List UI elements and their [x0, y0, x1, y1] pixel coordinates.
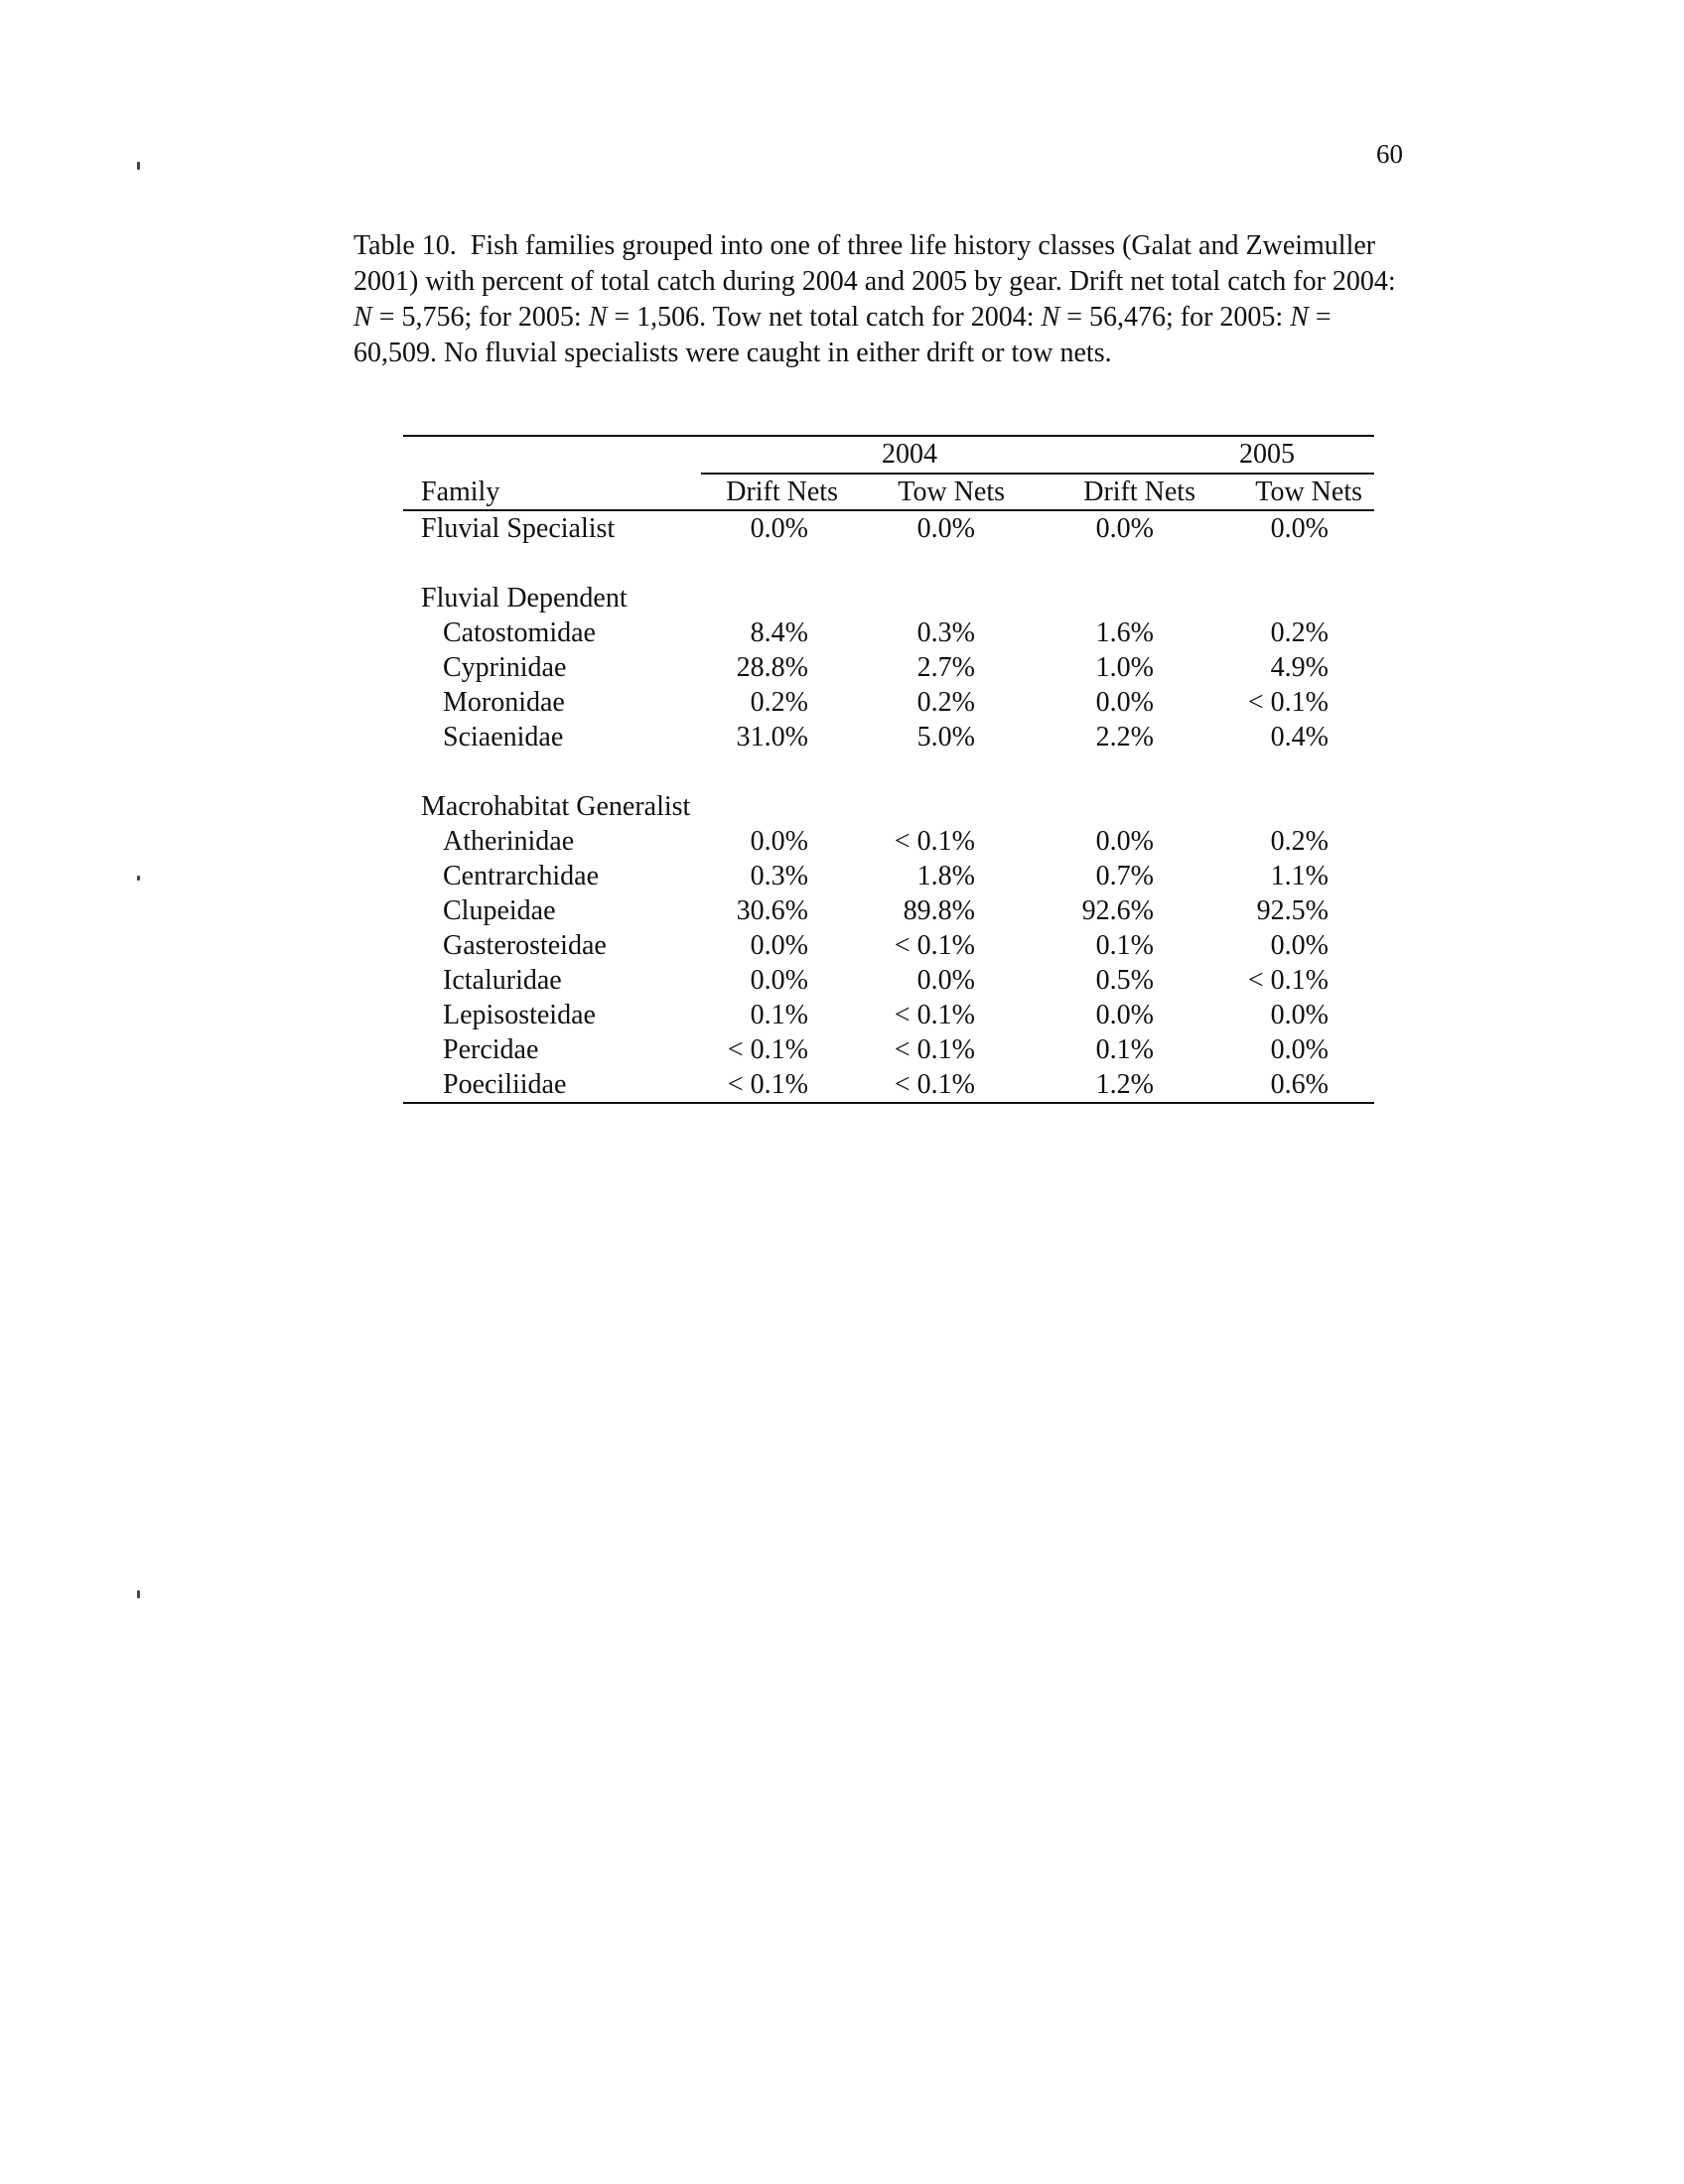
cell-value: 0.0% — [750, 826, 808, 857]
cell-value: 0.0% — [916, 965, 975, 996]
group-spacer — [403, 754, 1374, 789]
year-2005-label: 2005 — [1239, 439, 1295, 470]
cell-value: 1.2% — [1095, 1069, 1154, 1100]
family-name: Ictaluridae — [443, 965, 562, 996]
cell-value: < 0.1% — [894, 826, 975, 857]
cell-value: 1.0% — [1095, 652, 1154, 683]
header-tow-2004: Tow Nets — [898, 477, 1005, 507]
cell-value: < 0.1% — [727, 1034, 808, 1065]
cell-value: 0.6% — [1270, 1069, 1329, 1100]
table-row — [403, 615, 1374, 650]
header-drift-2004: Drift Nets — [726, 477, 838, 507]
cell-value: 0.0% — [750, 513, 808, 544]
generalist-rows — [403, 824, 1374, 1102]
cell-value: 0.2% — [1270, 826, 1329, 857]
table-row — [403, 893, 1374, 928]
year-header-row — [403, 437, 1374, 473]
row-label: Fluvial Specialist — [421, 513, 616, 544]
cell-value: 0.7% — [1095, 861, 1154, 891]
cell-value: 0.1% — [1095, 930, 1154, 961]
table-caption — [353, 228, 1396, 371]
cell-value: 28.8% — [736, 652, 808, 683]
data-table — [403, 435, 1374, 1104]
cell-value: 92.6% — [1081, 895, 1154, 926]
cell-value: 0.0% — [916, 513, 975, 544]
cell-value: < 0.1% — [894, 1000, 975, 1030]
cell-value: 92.5% — [1256, 895, 1329, 926]
year-2004-label: 2004 — [882, 439, 937, 470]
family-name: Atherinidae — [443, 826, 575, 857]
n-symbol: N — [588, 302, 608, 333]
group-label: Fluvial Dependent — [421, 583, 628, 614]
cell-value: < 0.1% — [894, 930, 975, 961]
margin-mark — [137, 162, 140, 170]
table-row — [403, 1032, 1374, 1067]
caption-text: = 56,476; for 2005: — [1059, 302, 1291, 333]
header-family: Family — [421, 477, 500, 507]
cell-value: 0.4% — [1270, 722, 1329, 752]
cell-value: 89.8% — [903, 895, 975, 926]
family-name: Clupeidae — [443, 895, 556, 926]
group-heading-row — [403, 581, 1374, 615]
caption-text: = 5,756; for 2005: — [371, 302, 589, 333]
cell-value: 0.1% — [750, 1000, 808, 1030]
table-row — [403, 1067, 1374, 1102]
cell-value: 1.6% — [1095, 617, 1154, 648]
family-name: Centrarchidae — [443, 861, 600, 891]
cell-value: 0.0% — [1095, 687, 1154, 718]
cell-value: 0.5% — [1095, 965, 1154, 996]
margin-mark — [137, 876, 140, 881]
header-tow-2005: Tow Nets — [1255, 477, 1362, 507]
cell-value: 5.0% — [916, 722, 975, 752]
cell-value: 0.0% — [1270, 1000, 1329, 1030]
group-spacer — [403, 546, 1374, 581]
family-name: Lepisosteidae — [443, 1000, 596, 1030]
n-symbol: N — [1041, 302, 1060, 333]
group-label: Macrohabitat Generalist — [421, 791, 691, 822]
cell-value: 0.2% — [916, 687, 975, 718]
caption-text: = 60,509. No fluvial specialists were caught in either drift or tow nets. — [353, 302, 1332, 368]
cell-value: < 0.1% — [1247, 687, 1329, 718]
cell-value: 0.0% — [750, 965, 808, 996]
family-name: Gasterosteidae — [443, 930, 607, 961]
cell-value: 0.2% — [1270, 617, 1329, 648]
cell-value: 2.2% — [1095, 722, 1154, 752]
cell-value: 0.0% — [1095, 513, 1154, 544]
n-symbol: N — [353, 302, 372, 333]
cell-value: 30.6% — [736, 895, 808, 926]
cell-value: 2.7% — [916, 652, 975, 683]
bottom-rule — [403, 1102, 1374, 1104]
n-symbol: N — [1290, 302, 1309, 333]
cell-value: 1.8% — [916, 861, 975, 891]
family-name: Poeciliidae — [443, 1069, 567, 1100]
caption-text: Fish families grouped into one of three life history classes (Galat and Zweimuller 2001) with percent of total catch during 2004 and 2005 by gear. Drift net total catch for 2004: — [353, 230, 1396, 297]
cell-value: 4.9% — [1270, 652, 1329, 683]
table-row — [403, 824, 1374, 859]
family-name: Catostomidae — [443, 617, 596, 648]
cell-value: 0.0% — [750, 930, 808, 961]
cell-value: 8.4% — [750, 617, 808, 648]
cell-value: 0.1% — [1095, 1034, 1154, 1065]
cell-value: 0.0% — [1270, 513, 1329, 544]
cell-value: 1.1% — [1270, 861, 1329, 891]
table-row — [403, 685, 1374, 720]
group-heading-row — [403, 789, 1374, 824]
cell-value: < 0.1% — [1247, 965, 1329, 996]
cell-value: < 0.1% — [894, 1069, 975, 1100]
cell-value: 31.0% — [736, 722, 808, 752]
margin-mark — [137, 1590, 140, 1598]
family-name: Cyprinidae — [443, 652, 567, 683]
cell-value: 0.0% — [1270, 930, 1329, 961]
table-row — [403, 963, 1374, 998]
page-number: 60 — [1376, 139, 1403, 169]
cell-value: 0.2% — [750, 687, 808, 718]
table-row — [403, 998, 1374, 1032]
table-row — [403, 511, 1374, 546]
table-row — [403, 650, 1374, 685]
caption-text: = 1,506. Tow net total catch for 2004: — [607, 302, 1042, 333]
dependent-rows — [403, 615, 1374, 754]
cell-value: 0.0% — [1095, 1000, 1154, 1030]
header-drift-2005: Drift Nets — [1083, 477, 1195, 507]
table-row — [403, 928, 1374, 963]
cell-value: 0.0% — [1095, 826, 1154, 857]
table-label: Table 10. — [353, 230, 457, 261]
table-row — [403, 720, 1374, 754]
column-header-row — [403, 475, 1374, 509]
family-name: Percidae — [443, 1034, 539, 1065]
cell-value: 0.3% — [750, 861, 808, 891]
cell-value: < 0.1% — [894, 1034, 975, 1065]
family-name: Moronidae — [443, 687, 565, 718]
cell-value: < 0.1% — [727, 1069, 808, 1100]
cell-value: 0.0% — [1270, 1034, 1329, 1065]
family-name: Sciaenidae — [443, 722, 564, 752]
table-row — [403, 859, 1374, 893]
cell-value: 0.3% — [916, 617, 975, 648]
